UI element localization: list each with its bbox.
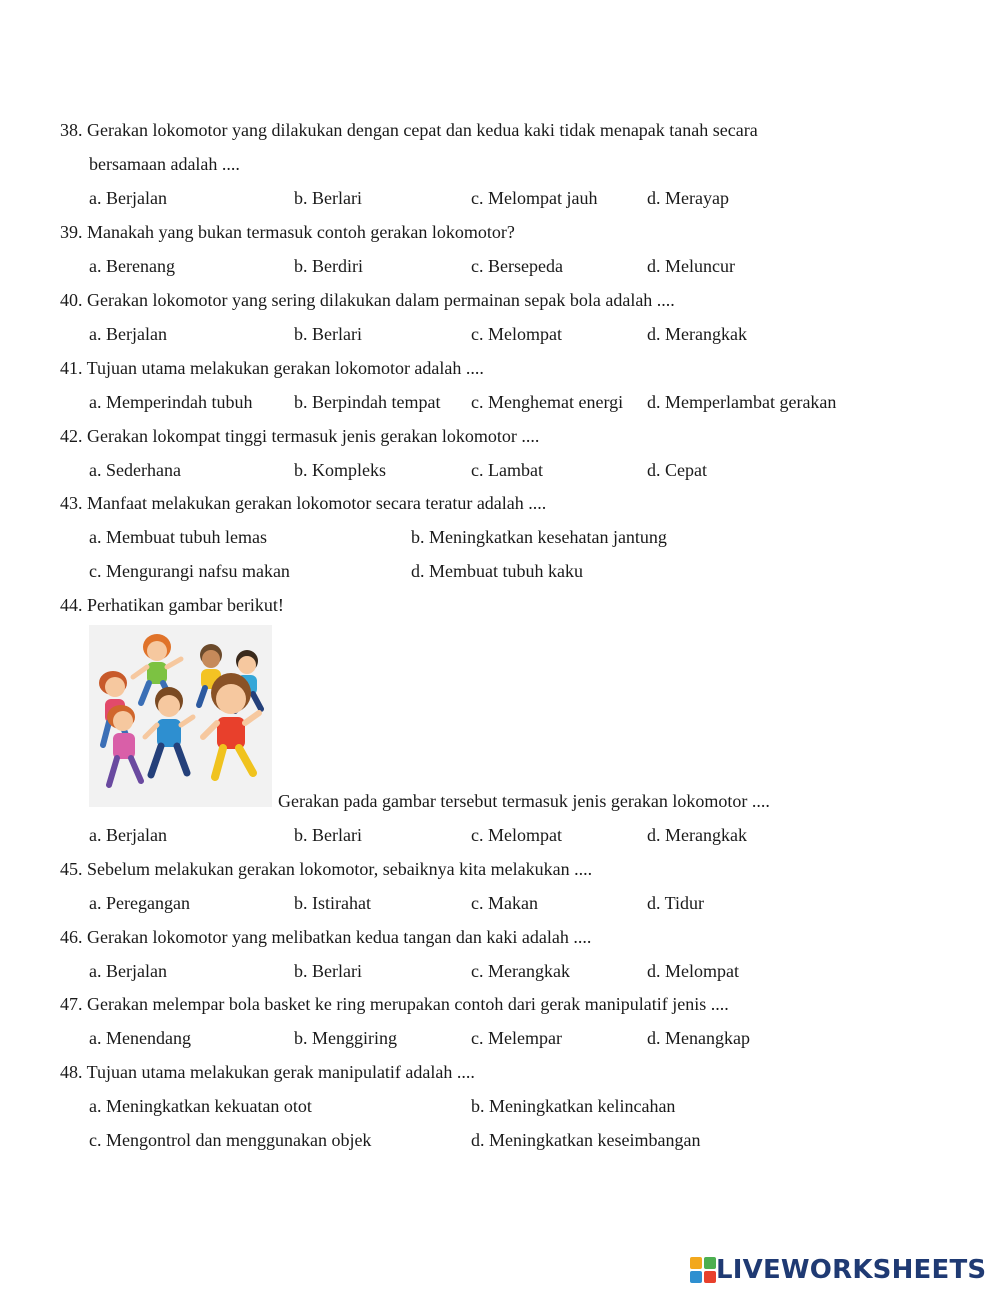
question-48-option-d[interactable]: d. Meningkatkan keseimbangan	[471, 1130, 701, 1150]
question-43-option-a[interactable]: a. Membuat tubuh lemas	[89, 527, 267, 547]
question-46-option-b[interactable]: b. Berlari	[294, 961, 362, 981]
question-38-option-d[interactable]: d. Merayap	[647, 188, 729, 208]
question-45-option-a[interactable]: a. Peregangan	[89, 893, 190, 913]
question-47-option-b[interactable]: b. Menggiring	[294, 1028, 397, 1048]
question-42-stem: 42. Gerakan lokompat tinggi termasuk jenis gerakan lokomotor ....	[60, 426, 540, 446]
question-38-option-c[interactable]: c. Melompat jauh	[471, 188, 598, 208]
question-39-option-b[interactable]: b. Berdiri	[294, 256, 363, 276]
liveworksheets-logo[interactable]	[690, 1255, 986, 1285]
running-children-illustration	[89, 625, 272, 807]
question-40-option-a[interactable]: a. Berjalan	[89, 324, 167, 344]
running-children-image	[89, 625, 272, 807]
question-47-option-c[interactable]: c. Melempar	[471, 1028, 562, 1048]
question-47-stem: 47. Gerakan melempar bola basket ke ring merupakan contoh dari gerak manipulatif jenis ....	[60, 994, 729, 1014]
question-44-stem: 44. Perhatikan gambar berikut!	[60, 595, 284, 615]
question-46-option-d[interactable]: d. Melompat	[647, 961, 739, 981]
question-46-option-a[interactable]: a. Berjalan	[89, 961, 167, 981]
question-45-stem: 45. Sebelum melakukan gerakan lokomotor, sebaiknya kita melakukan ....	[60, 859, 593, 879]
question-39-option-d[interactable]: d. Meluncur	[647, 256, 735, 276]
question-40-option-d[interactable]: d. Merangkak	[647, 324, 747, 344]
question-44-option-c[interactable]: c. Melompat	[471, 825, 562, 845]
question-41-option-b[interactable]: b. Berpindah tempat	[294, 392, 441, 412]
question-38-option-b[interactable]: b. Berlari	[294, 188, 362, 208]
question-46-stem: 46. Gerakan lokomotor yang melibatkan kedua tangan dan kaki adalah ....	[60, 927, 592, 947]
liveworksheets-logo-icon	[690, 1257, 716, 1283]
question-42-option-d[interactable]: d. Cepat	[647, 460, 707, 480]
liveworksheets-logo-text: LIVEWORKSHEETS	[716, 1255, 987, 1285]
question-46-option-c[interactable]: c. Merangkak	[471, 961, 570, 981]
question-45-option-b[interactable]: b. Istirahat	[294, 893, 371, 913]
question-40-option-b[interactable]: b. Berlari	[294, 324, 362, 344]
question-44-option-b[interactable]: b. Berlari	[294, 825, 362, 845]
question-39-option-a[interactable]: a. Berenang	[89, 256, 175, 276]
question-43-option-c[interactable]: c. Mengurangi nafsu makan	[89, 561, 290, 581]
question-43-option-b[interactable]: b. Meningkatkan kesehatan jantung	[411, 527, 667, 547]
question-41-option-a[interactable]: a. Memperindah tubuh	[89, 392, 253, 412]
question-39-option-c[interactable]: c. Bersepeda	[471, 256, 563, 276]
question-43-option-d[interactable]: d. Membuat tubuh kaku	[411, 561, 583, 581]
question-45-option-d[interactable]: d. Tidur	[647, 893, 705, 913]
question-48-stem: 48. Tujuan utama melakukan gerak manipulatif adalah ....	[60, 1062, 475, 1082]
question-41-stem: 41. Tujuan utama melakukan gerakan lokomotor adalah ....	[60, 358, 484, 378]
question-40-option-c[interactable]: c. Melompat	[471, 324, 562, 344]
question-41-option-d[interactable]: d. Memperlambat gerakan	[647, 392, 837, 412]
question-38-stem-cont: bersamaan adalah ....	[89, 154, 240, 174]
question-42-option-c[interactable]: c. Lambat	[471, 460, 543, 480]
question-43-stem: 43. Manfaat melakukan gerakan lokomotor secara teratur adalah ....	[60, 493, 547, 513]
question-40-stem: 40. Gerakan lokomotor yang sering dilakukan dalam permainan sepak bola adalah ....	[60, 290, 675, 310]
question-42-option-b[interactable]: b. Kompleks	[294, 460, 386, 480]
question-48-option-c[interactable]: c. Mengontrol dan menggunakan objek	[89, 1130, 372, 1150]
question-38-option-a[interactable]: a. Berjalan	[89, 188, 167, 208]
question-38-stem: 38. Gerakan lokomotor yang dilakukan dengan cepat dan kedua kaki tidak menapak tanah secara	[60, 120, 758, 140]
question-48-option-b[interactable]: b. Meningkatkan kelincahan	[471, 1096, 676, 1116]
question-44-option-d[interactable]: d. Merangkak	[647, 825, 747, 845]
question-41-option-c[interactable]: c. Menghemat energi	[471, 392, 624, 412]
question-44-image-caption: Gerakan pada gambar tersebut termasuk jenis gerakan lokomotor ....	[278, 791, 770, 811]
question-45-option-c[interactable]: c. Makan	[471, 893, 538, 913]
question-44-option-a[interactable]: a. Berjalan	[89, 825, 167, 845]
question-47-option-d[interactable]: d. Menangkap	[647, 1028, 750, 1048]
question-47-option-a[interactable]: a. Menendang	[89, 1028, 191, 1048]
question-48-option-a[interactable]: a. Meningkatkan kekuatan otot	[89, 1096, 312, 1116]
question-39-stem: 39. Manakah yang bukan termasuk contoh gerakan lokomotor?	[60, 222, 515, 242]
question-42-option-a[interactable]: a. Sederhana	[89, 460, 181, 480]
